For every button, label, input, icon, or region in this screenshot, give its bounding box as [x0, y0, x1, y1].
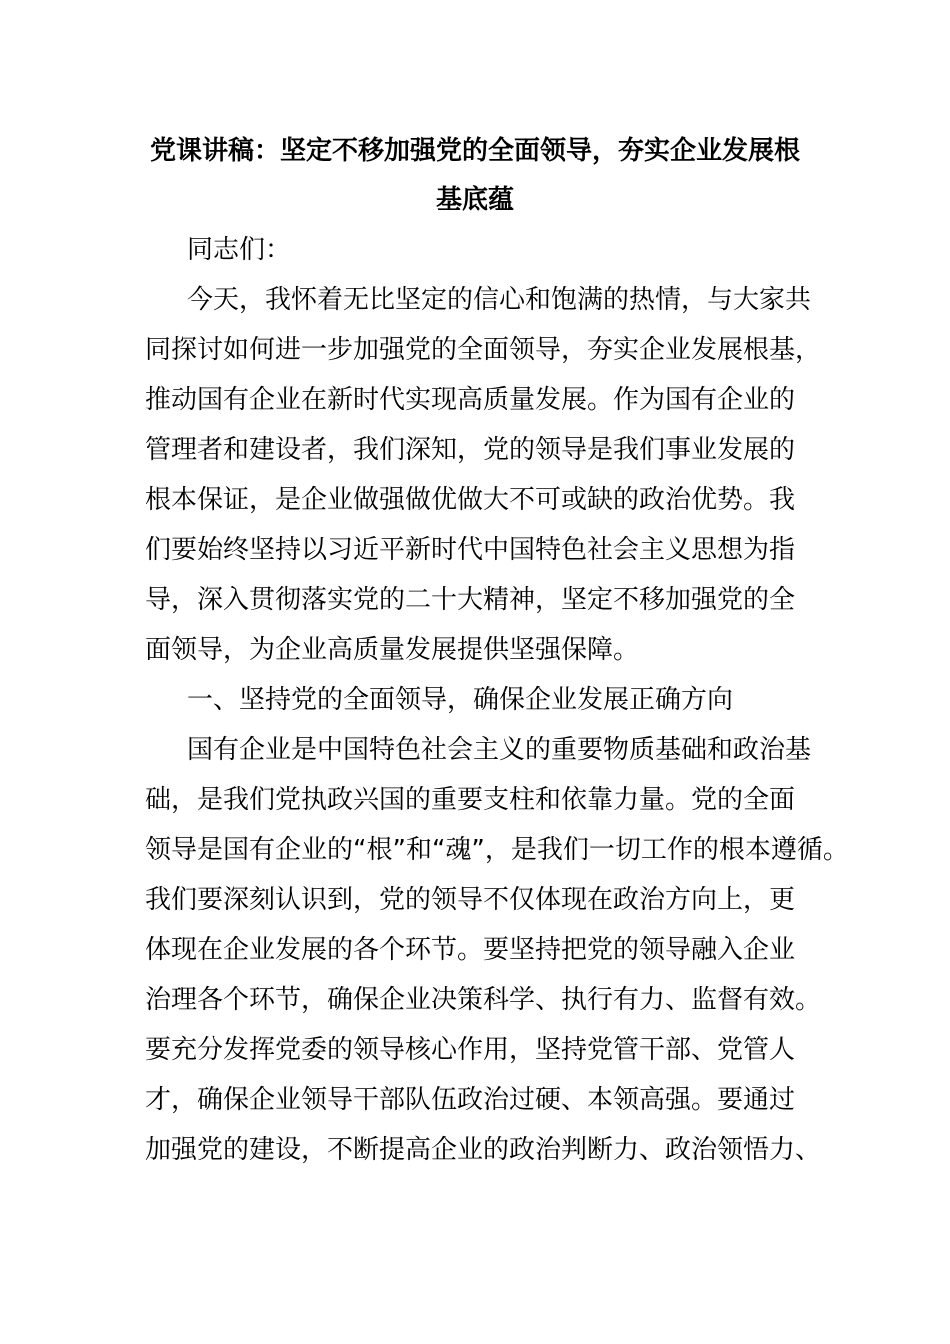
- paragraph-line: 同探讨如何进一步加强党的全面领导，夯实企业发展根基，: [145, 335, 822, 365]
- document-title-line-1: 党课讲稿：坚定不移加强党的全面领导，夯实企业发展根: [149, 136, 800, 166]
- paragraph-line: 今天，我怀着无比坚定的信心和饱满的热情，与大家共: [187, 285, 812, 315]
- paragraph-line: 根本保证，是企业做强做优做大不可或缺的政治优势。我: [145, 485, 796, 515]
- paragraph-line: 治理各个环节，确保企业决策科学、执行有力、监督有效。: [145, 985, 822, 1015]
- section-heading: 一、坚持党的全面领导，确保企业发展正确方向: [187, 685, 734, 715]
- paragraph-line: 加强党的建设，不断提高企业的政治判断力、政治领悟力、: [145, 1135, 822, 1165]
- paragraph-line: 体现在企业发展的各个环节。要坚持把党的领导融入企业: [145, 935, 796, 965]
- paragraph-line: 们要始终坚持以习近平新时代中国特色社会主义思想为指: [145, 535, 796, 565]
- document-title-line-2: 基底蕴: [435, 185, 514, 215]
- paragraph-line: 要充分发挥党委的领导核心作用，坚持党管干部、党管人: [145, 1035, 796, 1065]
- paragraph-line: 管理者和建设者，我们深知，党的领导是我们事业发展的: [145, 435, 796, 465]
- paragraph-line: 导，深入贯彻落实党的二十大精神，坚定不移加强党的全: [145, 585, 796, 615]
- paragraph-line: 才，确保企业领导干部队伍政治过硬、本领高强。要通过: [145, 1085, 796, 1115]
- paragraph-line: 面领导，为企业高质量发展提供坚强保障。: [145, 635, 640, 665]
- paragraph-line: 推动国有企业在新时代实现高质量发展。作为国有企业的: [145, 385, 796, 415]
- paragraph-line: 领导是国有企业的“根”和“魂”，是我们一切工作的根本遵循。: [145, 835, 849, 865]
- paragraph-line: 础，是我们党执政兴国的重要支柱和依靠力量。党的全面: [145, 785, 796, 815]
- paragraph-line: 国有企业是中国特色社会主义的重要物质基础和政治基: [187, 735, 812, 765]
- paragraph-line: 我们要深刻认识到，党的领导不仅体现在政治方向上，更: [145, 885, 796, 915]
- salutation: 同志们：: [187, 235, 292, 265]
